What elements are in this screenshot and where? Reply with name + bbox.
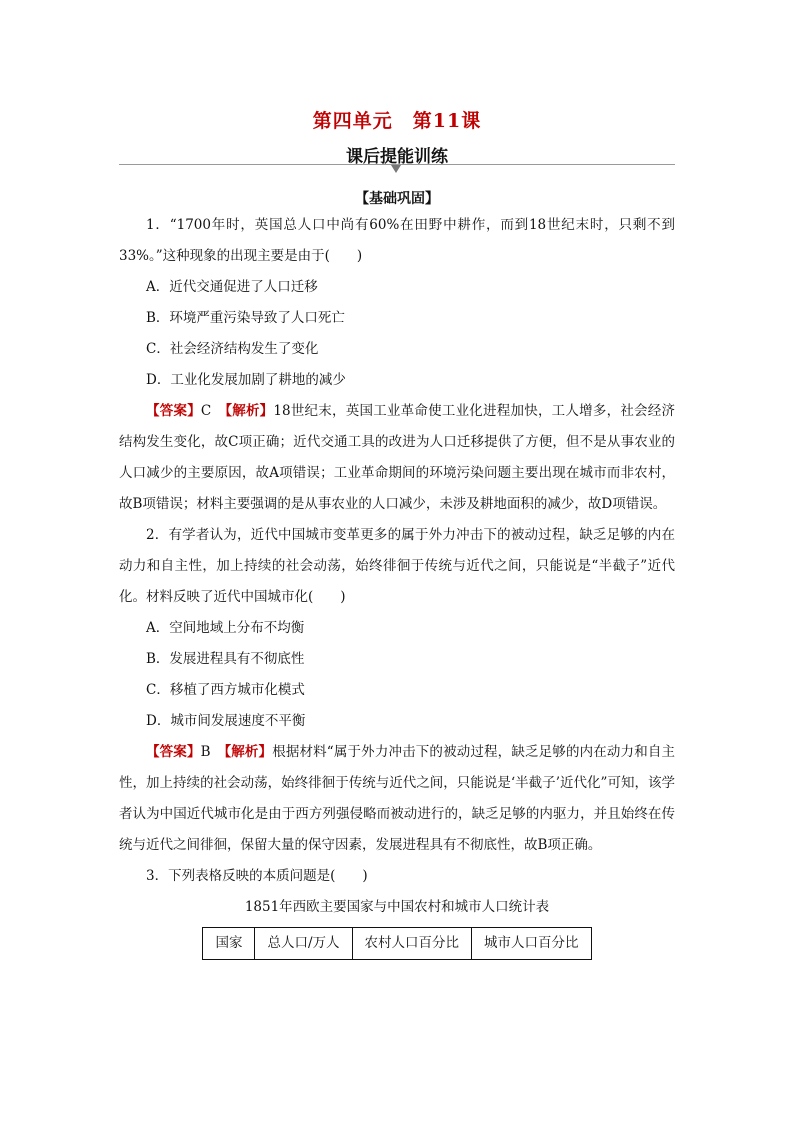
table-header-row	[203, 928, 591, 960]
lesson-subtitle: 课后提能训练	[346, 147, 448, 167]
question-2-answer-block	[119, 737, 675, 861]
question-1-stem: 1．“1700年时，英国总人口中尚有60%在田野中耕作，而到18世纪末时，只剩不到33%。”这种现象的出现主要是由于( )	[119, 217, 675, 264]
question-2-explanation: 根据材料“属于外力冲击下的被动过程，缺乏足够的内在动力和自主性，加上持续的社会动荡，始终徘徊于传统与近代之间，只能说是‘半截子’近代化”可知，该学者认为中国近代城市化是由于西方列强侵略而被动进行的，缺乏足够的内驱力，并且始终在传统与近代之间徘徊，保留大量的保守因素，发展进程具有不彻底性，故B项正确。	[119, 744, 676, 853]
lesson-title: 第四单元 第11课	[312, 110, 482, 132]
question-1-explanation: 18世纪末，英国工业革命使工业化进程加快，工人增多，社会经济结构发生变化，故C项正确；近代交通工具的改进为人口迁移提供了方便，但不是从事农业的人口减少的主要原因，故A项错误；工业革命期间的环境污染问题主要出现在城市而非农村，故B项错误；材料主要强调的是从事农业的人口减少，未涉及耕地面积的减少，故D项错误。	[119, 403, 676, 512]
population-table	[202, 927, 591, 960]
question-3-stem: 3．下列表格反映的本质问题是( )	[146, 868, 368, 884]
question-1-answer-block	[119, 396, 675, 520]
divider-arrow-icon	[391, 165, 401, 173]
explanation-tag: 【解析】	[224, 744, 273, 760]
question-1-option-a: A．近代交通促进了人口迁移	[146, 279, 318, 295]
question-2-stem: 2．有学者认为，近代中国城市变革更多的属于外力冲击下的被动过程，缺乏足够的内在动力和自主性，加上持续的社会动荡，始终徘徊于传统与近代之间，只能说是“半截子”近代化。材料反映了近代中国城市化( )	[119, 527, 675, 605]
table-header-cell: 农村人口百分比	[352, 928, 472, 960]
table-header-cell: 国家	[203, 928, 255, 960]
question-1-option-c: C．社会经济结构发生了变化	[146, 341, 319, 357]
question-2-option-b: B．发展进程具有不彻底性	[146, 651, 305, 667]
answer-tag: 【答案】	[146, 744, 201, 760]
answer-tag: 【答案】	[146, 403, 201, 419]
question-2-option-c: C．移植了西方城市化模式	[146, 682, 305, 698]
question-1-option-b: B．环境严重污染导致了人口死亡	[146, 310, 345, 326]
question-2-answer: B	[200, 744, 211, 760]
table-header-cell: 总人口/万人	[255, 928, 352, 960]
question-1-option-d: D．工业化发展加剧了耕地的减少	[146, 372, 346, 388]
content-body	[119, 210, 675, 960]
question-2-option-d: D．城市间发展速度不平衡	[146, 713, 306, 729]
table-title: 1851年西欧主要国家与中国农村和城市人口统计表	[244, 899, 550, 915]
explanation-tag: 【解析】	[225, 403, 274, 419]
question-2-option-a: A．空间地域上分布不均衡	[146, 620, 305, 636]
question-1-answer: C	[200, 403, 212, 419]
section-heading: 【基础巩固】	[355, 191, 439, 207]
table-header-cell: 城市人口百分比	[472, 928, 592, 960]
